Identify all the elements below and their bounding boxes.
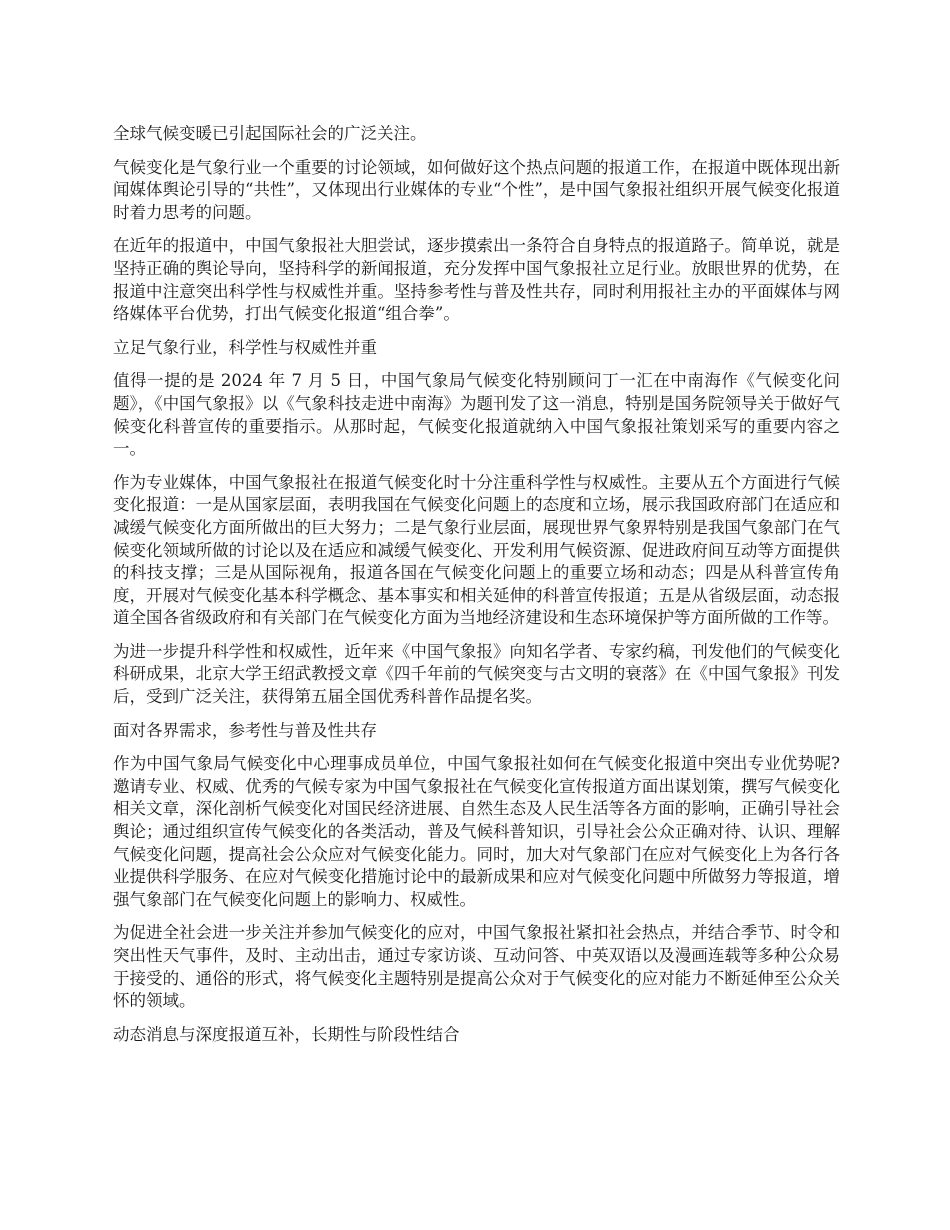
paragraph: 为促进全社会进一步关注并参加气候变化的应对，中国气象报社紧扣社会热点，并结合季节、时令和突出性天气事件，及时、主动出击，通过专家访谈、互动问答、中英双语以及漫画连载等多种公众易于接受的、通俗的形式，将气候变化主题特别是提高公众对于气候变化的应对能力不断延伸至公众关怀的领域。: [113, 923, 840, 1011]
paragraph: 为进一步提升科学性和权威性，近年来《中国气象报》向知名学者、专家约稿，刊发他们的气候变化科研成果，北京大学王绍武教授文章《四千年前的气候突变与古文明的衰落》在《中国气象报》刊发后，受到广泛关注，获得第五届全国优秀科普作品提名奖。: [113, 641, 840, 707]
section-heading: 动态消息与深度报道互补，长期性与阶段性结合: [113, 1024, 460, 1044]
section-heading: 立足气象行业，科学性与权威性并重: [113, 337, 377, 357]
paragraph: 在近年的报道中，中国气象报社大胆尝试，逐步摸索出一条符合自身特点的报道路子。简单说，就是坚持正确的舆论导向，坚持科学的新闻报道，充分发挥中国气象报社立足行业。放眼世界的优势，在报道中注意突出科学性与权威性并重。坚持参考性与普及性共存，同时利用报社主办的平面媒体与网络媒体平台优势，打出气候变化报道“组合拳”。: [113, 236, 840, 324]
paragraph-intro: 全球气候变暖已引起国际社会的广泛关注。: [113, 124, 427, 143]
paragraph: 值得一提的是 2024 年 7 月 5 日，中国气象局气候变化特别顾问丁一汇在中南海作《气候变化问题》，《中国气象报》以《气象科技走进中南海》为题刊发了这一消息，特别是国务院领导关于做好气候变化科普宣传的重要指示。从那时起，气候变化报道就纳入中国气象报社策划采写的重要内容之一。: [113, 371, 840, 459]
paragraph: 气候变化是气象行业一个重要的讨论领域，如何做好这个热点问题的报道工作，在报道中既体现出新闻媒体舆论引导的“共性”，又体现出行业媒体的专业“个性”，是中国气象报社组织开展气候变化报道时着力思考的问题。: [113, 157, 840, 222]
section-heading: 面对各界需求，参考性与普及性共存: [113, 720, 377, 740]
document-body: [113, 123, 840, 1057]
paragraph: 作为中国气象局气候变化中心理事成员单位，中国气象报社如何在气候变化报道中突出专业优势呢?邀请专业、权威、优秀的气候专家为中国气象报社在气候变化宣传报道方面出谋划策，撰写气候变化相关文章，深化剖析气候变化对国民经济进展、自然生态及人民生活等各方面的影响，正确引导社会舆论；通过组织宣传气候变化的各类活动，普及气候科普知识，引导社会公众正确对待、认识、理解气候变化问题，提高社会公众应对气候变化能力。同时，加大对气象部门在应对气候变化上为各行各业提供科学服务、在应对气候变化措施讨论中的最新成果和应对气候变化问题中所做努力等报道，增强气象部门在气候变化问题上的影响力、权威性。: [113, 754, 840, 909]
paragraph: 作为专业媒体，中国气象报社在报道气候变化时十分注重科学性与权威性。主要从五个方面进行气候变化报道：一是从国家层面，表明我国在气候变化问题上的态度和立场，展示我国政府部门在适应和减缓气候变化方面所做出的巨大努力；二是气象行业层面，展现世界气象界特别是我国气象部门在气候变化领域所做的讨论以及在适应和减缓气候变化、开发利用气候资源、促进政府间互动等方面提供的科技支撑；三是从国际视角，报道各国在气候变化问题上的重要立场和动态；四是从科普宣传角度，开展对气候变化基本科学概念、基本事实和相关延伸的科普宣传报道；五是从省级层面，动态报道全国各省级政府和有关部门在气候变化方面为当地经济建设和生态环境保护等方面所做的工作等。: [113, 472, 840, 628]
